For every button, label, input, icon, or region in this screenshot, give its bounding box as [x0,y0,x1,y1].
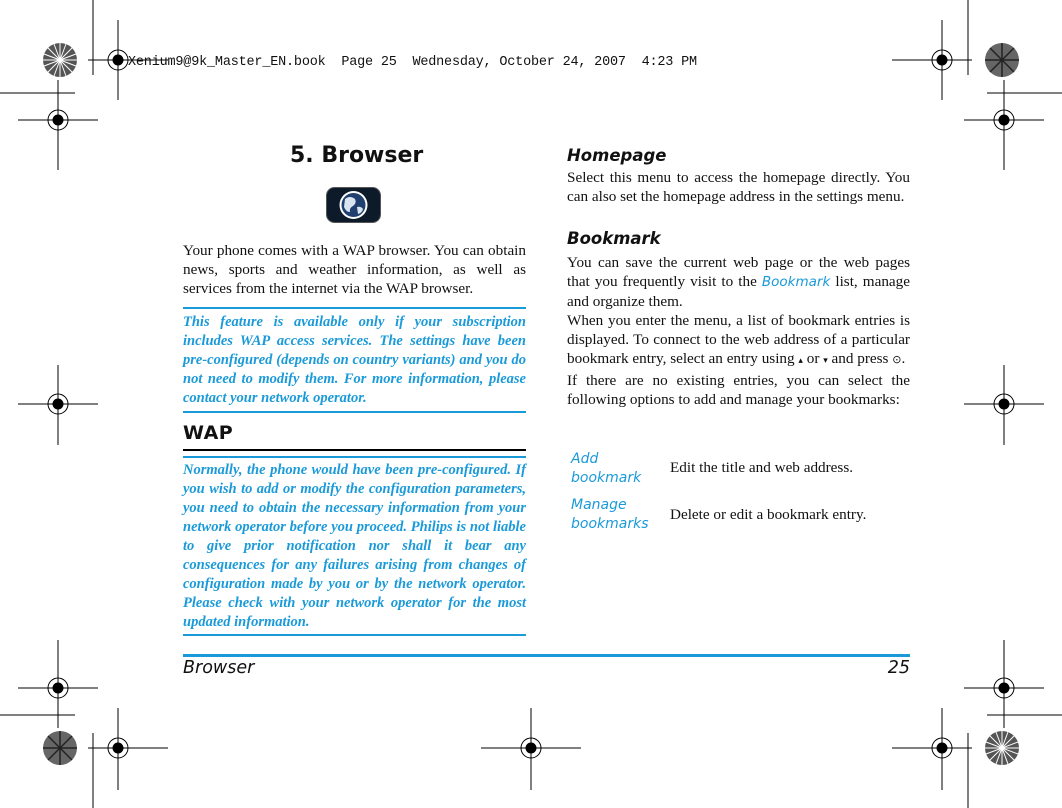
bookmark-paragraph-1: You can save the current web page or the web pages that you frequently visit to the Bookmark list, manage and organize them. [567,254,910,310]
bookmark-keyword: Bookmark [761,274,831,290]
footer-rule [183,654,910,657]
option-desc-add-bookmark: Edit the title and web address. [670,459,854,476]
section-heading-bookmark: Bookmark [567,229,661,248]
footer-section-title: Browser [183,658,255,678]
bookmark-paragraph-3: If there are no existing entries, you can select the following options to add and manage your bookmarks: [567,372,910,408]
section-heading-homepage: Homepage [567,146,667,165]
divider [183,307,526,309]
bookmark-paragraph-2: When you enter the menu, a list of bookmark entries is displayed. To connect to the web address of a particular bookmark entry, select an entry using ▴ or ▾ and press ⊙. [567,312,910,367]
divider [183,411,526,413]
intro-paragraph: Your phone comes with a WAP browser. You can obtain news, sports and weather information, as well as services from the internet via the WAP browser. [183,242,526,297]
homepage-paragraph: Select this menu to access the homepage directly. You can also set the homepage address in the settings menu. [567,169,910,205]
down-key-icon: ▾ [823,356,828,366]
up-key-icon: ▴ [798,356,803,366]
section-heading-wap: WAP [183,422,234,444]
divider [183,449,526,451]
option-label-add-bookmark: Add bookmark [571,451,642,486]
configuration-note: Normally, the phone would have been pre-configured. If you wish to add or modify the configuration parameters, you need to obtain the necessary information from your network operator before you proceed. Philips is not liable to give prior notification nor shall it bear any consequences for any failures arising from changes of configuration made by you or by the network operator. Please check with your network operator for the most updated information. [183,462,526,630]
option-desc-manage-bookmarks: Delete or edit a bookmark entry. [670,506,867,523]
page-number: 25 [887,658,910,678]
divider [183,456,526,458]
subscription-note: This feature is available only if your subscription includes WAP access services. The settings have been pre-configured (depends on country variants) and you do not need to modify them. For more information, please contact your network operator. [183,314,526,406]
globe-icon [326,187,381,223]
option-label-manage-bookmarks: Manage bookmarks [571,497,649,532]
print-header-stamp: Xenium9@9k_Master_EN.book Page 25 Wednesday, October 24, 2007 4:23 PM [128,55,697,70]
divider [183,634,526,636]
bookmark-section-text [567,253,910,409]
chapter-title: 5. Browser [290,143,424,168]
ok-key-icon: ⊙ [892,353,902,366]
